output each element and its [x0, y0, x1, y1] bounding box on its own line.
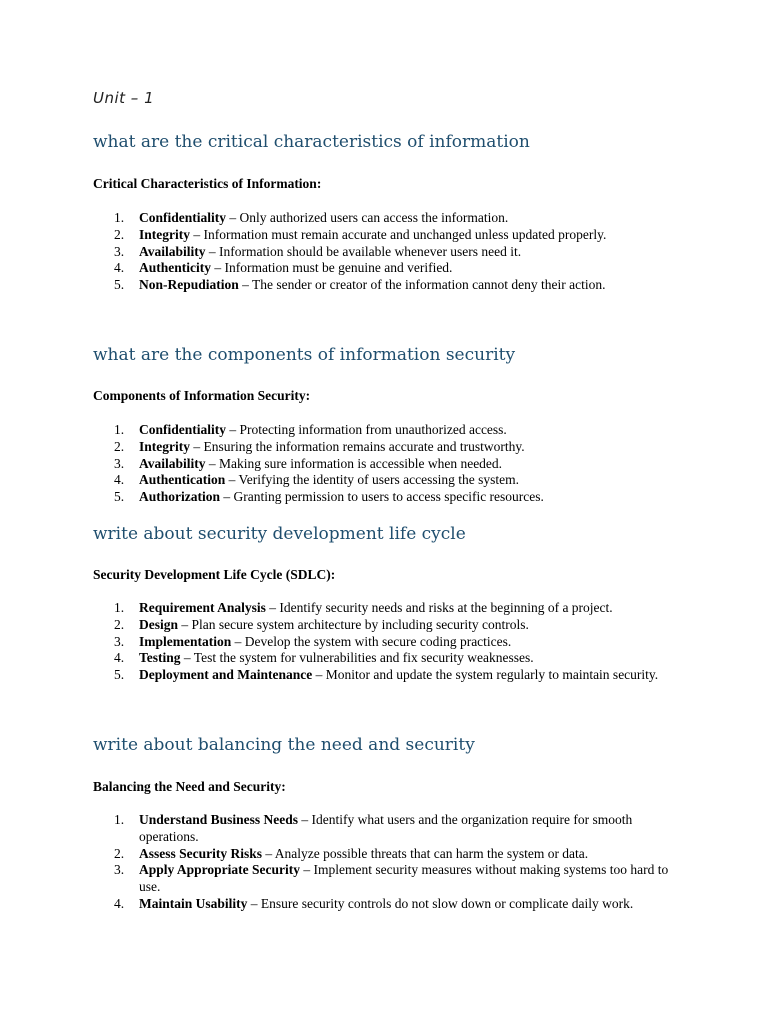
list-item: [0, 650, 679, 667]
list-item: [0, 489, 679, 506]
list-item-number: 3.: [114, 243, 125, 259]
list-item-description: – Ensure security controls do not slow down or complicate daily work.: [247, 895, 634, 911]
list-item-description: – Protecting information from unauthorized access.: [226, 422, 507, 437]
list-item-term: Design: [139, 616, 179, 632]
list-item-number: 3.: [114, 862, 125, 878]
list-item-description: – Verifying the identity of users accessing the system.: [225, 472, 519, 488]
list-item-description: – Analyze possible threats that can harm the system or data.: [262, 845, 589, 861]
list-item-description: – Plan secure system architecture by including security controls.: [178, 616, 529, 632]
item-list: [0, 600, 679, 684]
list-item-description: – Information must be genuine and verified.: [211, 260, 453, 276]
list-item-term: Deployment and Maintenance: [139, 667, 313, 683]
list-item-term: Confidentiality: [139, 422, 227, 437]
list-item-number: 1.: [114, 600, 125, 615]
list-item-term: Integrity: [139, 226, 190, 242]
list-item-term: Non-Repudiation: [139, 277, 239, 293]
section-heading: write about security development life cycle: [93, 524, 466, 544]
list-item-number: 5.: [114, 277, 125, 293]
list-item: [0, 667, 679, 684]
list-item-description: – Develop the system with secure coding practices.: [231, 633, 512, 649]
list-item-description: – Only authorized users can access the information.: [226, 210, 509, 225]
list-item-description: – Identify security needs and risks at the beginning of a project.: [265, 600, 613, 615]
item-list: [0, 422, 679, 506]
list-item: [0, 439, 679, 456]
list-item: [0, 600, 679, 617]
list-item-number: 5.: [114, 667, 125, 683]
list-item-number: 4.: [114, 472, 125, 488]
list-item: [0, 244, 679, 261]
section-subheading: Balancing the Need and Security:: [93, 779, 286, 794]
list-item-number: 5.: [114, 489, 125, 505]
unit-label: Unit – 1: [93, 89, 155, 107]
list-item-term: Integrity: [139, 438, 190, 454]
section-heading: what are the critical characteristics of information: [93, 132, 530, 152]
list-item-term: Authenticity: [139, 260, 211, 276]
list-item: [0, 472, 679, 489]
list-item-term: Authorization: [139, 489, 220, 505]
section-subheading: Security Development Life Cycle (SDLC):: [93, 567, 336, 582]
list-item-term: Apply Appropriate Security: [139, 862, 301, 878]
list-item-description: – Implement security measures without making systems too hard to use.: [139, 862, 669, 895]
item-list: [0, 812, 679, 913]
list-item-number: 3.: [114, 455, 125, 471]
list-item-term: Authentication: [139, 472, 226, 488]
list-item-number: 3.: [114, 633, 125, 649]
list-item-description: – Granting permission to users to access specific resources.: [220, 489, 544, 505]
list-item-term: Requirement Analysis: [139, 600, 266, 615]
list-item: [0, 277, 679, 294]
list-item-description: – Identify what users and the organization require for smooth operations.: [139, 812, 633, 844]
list-item-term: Confidentiality: [139, 210, 227, 225]
list-item: [0, 210, 679, 227]
list-item: [0, 617, 679, 634]
list-item: [0, 812, 679, 846]
item-list: [0, 210, 679, 294]
list-item: [0, 422, 679, 439]
list-item-description: – Test the system for vulnerabilities and fix security weaknesses.: [180, 650, 534, 666]
list-item: [0, 634, 679, 651]
list-item-description: – Information should be available whenever users need it.: [205, 243, 522, 259]
list-item: [0, 260, 679, 277]
list-item-number: 1.: [114, 210, 125, 225]
list-item-number: 4.: [114, 260, 125, 276]
list-item-number: 2.: [114, 845, 125, 861]
list-item: [0, 846, 679, 863]
section-heading: what are the components of information security: [93, 345, 516, 365]
list-item-number: 2.: [114, 438, 125, 454]
list-item-description: – Ensuring the information remains accurate and trustworthy.: [190, 438, 525, 454]
list-item-number: 1.: [114, 422, 125, 437]
list-item-description: – The sender or creator of the information cannot deny their action.: [238, 277, 606, 293]
list-item-description: – Making sure information is accessible when needed.: [205, 455, 503, 471]
section-heading: write about balancing the need and security: [93, 735, 475, 755]
list-item: [0, 862, 679, 896]
list-item-number: 2.: [114, 616, 125, 632]
section-subheading: Components of Information Security:: [93, 388, 311, 403]
list-item: [0, 227, 679, 244]
list-item-term: Maintain Usability: [139, 895, 248, 911]
list-item-term: Assess Security Risks: [139, 845, 263, 861]
list-item-term: Implementation: [139, 633, 232, 649]
list-item-description: – Monitor and update the system regularly to maintain security.: [312, 667, 659, 683]
list-item-term: Testing: [139, 650, 181, 666]
list-item-number: 4.: [114, 895, 125, 911]
list-item-term: Understand Business Needs: [139, 812, 299, 827]
list-item-number: 1.: [114, 812, 125, 827]
list-item-number: 4.: [114, 650, 125, 666]
list-item-term: Availability: [139, 243, 206, 259]
list-item: [0, 456, 679, 473]
list-item-number: 2.: [114, 226, 125, 242]
section-subheading: Critical Characteristics of Information:: [93, 176, 322, 191]
list-item-term: Availability: [139, 455, 206, 471]
list-item-description: – Information must remain accurate and unchanged unless updated properly.: [190, 226, 607, 242]
list-item: [0, 896, 679, 913]
